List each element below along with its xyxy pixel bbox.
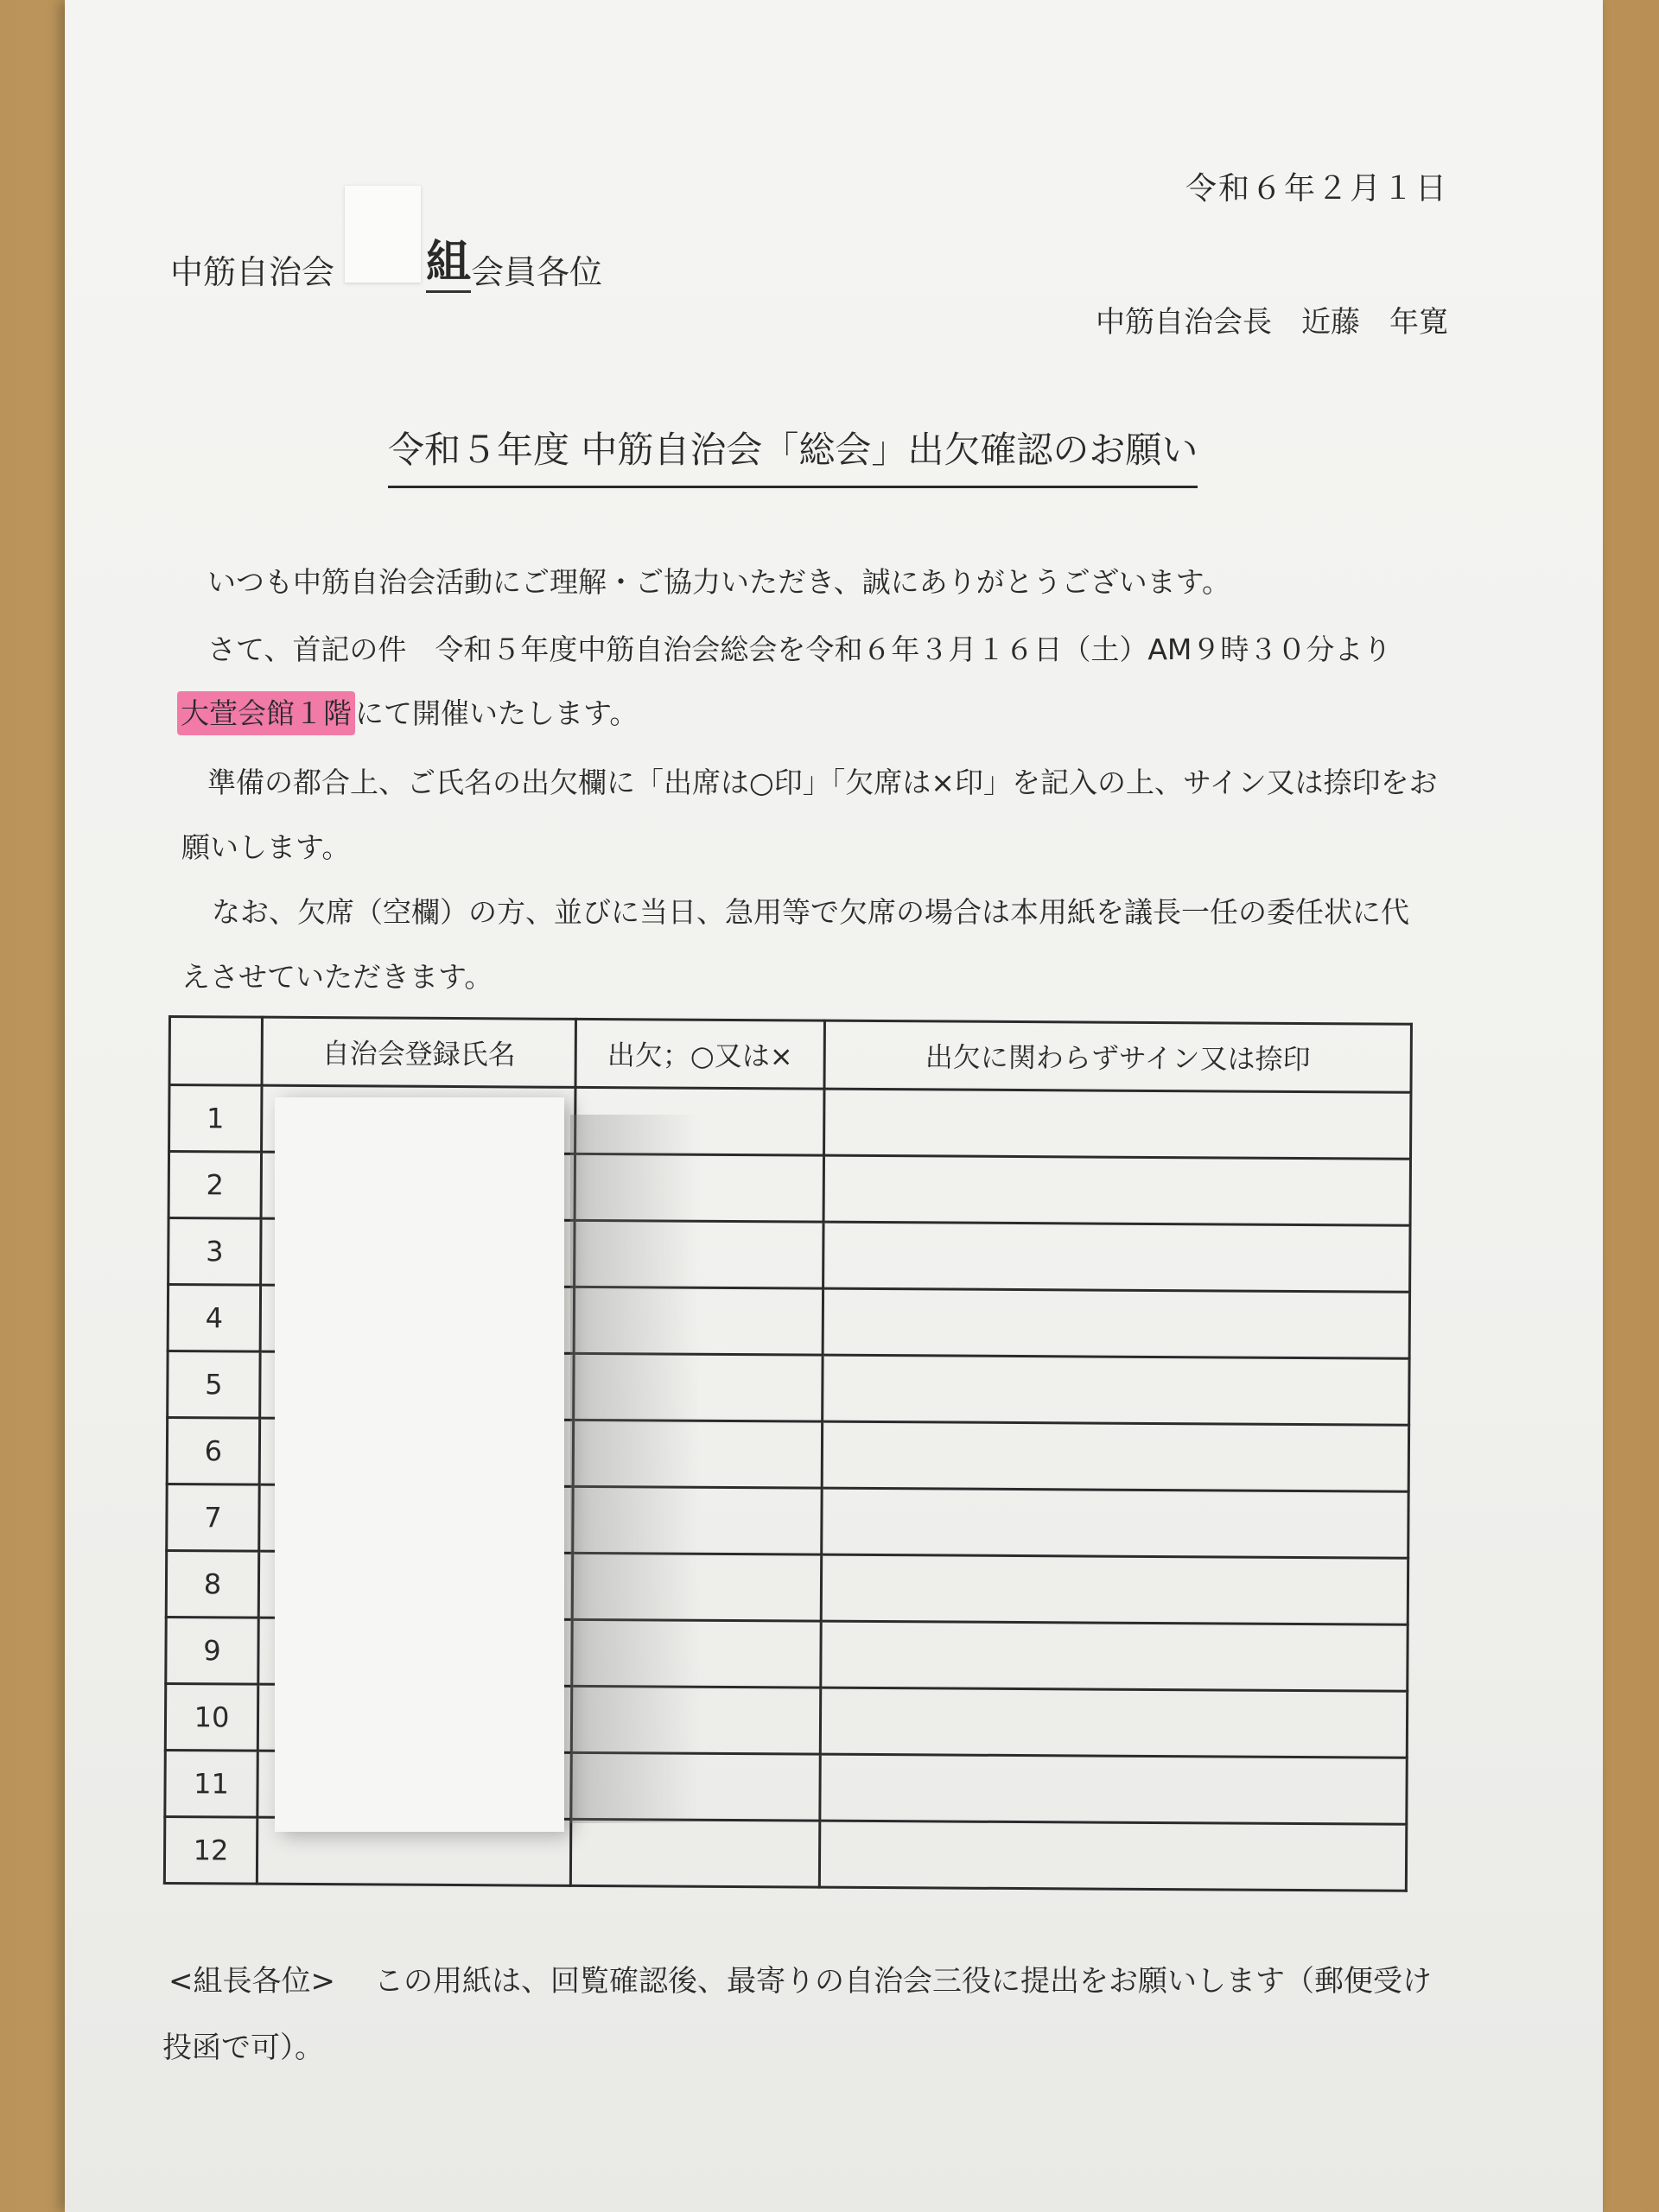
row-number: 4 — [168, 1285, 260, 1352]
addressee-prefix: 中筋自治会 — [170, 253, 335, 291]
attendance-cell — [572, 1553, 821, 1621]
attendance-cell — [571, 1752, 820, 1821]
body-paragraph-4: 準備の都合上、ご氏名の出欠欄に「出席は○印」「欠席は×印」を記入の上、サイン又は捺印をお — [207, 766, 1438, 799]
document-title: 令和５年度 中筋自治会「総会」出欠確認のお願い — [388, 422, 1198, 488]
signature-cell — [820, 1754, 1407, 1824]
row-number: 6 — [167, 1418, 259, 1485]
footer-text: この用紙は、回覧確認後、最寄りの自治会三役に提出をお願いします（郵便受け — [373, 1964, 1432, 1999]
addressee — [170, 212, 602, 293]
attendance-cell — [573, 1486, 822, 1554]
redaction-patch — [345, 186, 421, 283]
signature-cell — [820, 1688, 1407, 1758]
attendance-cell — [575, 1220, 823, 1288]
row-number: 11 — [165, 1750, 257, 1817]
addressee-suffix: 会員各位 — [471, 253, 603, 291]
body-paragraph-5: 願いします。 — [181, 830, 351, 864]
signature-cell — [823, 1222, 1410, 1292]
venue-highlight: 大萱会館１階 — [177, 691, 355, 735]
row-number: 5 — [168, 1351, 260, 1419]
header-number — [169, 1017, 262, 1086]
signature-cell — [821, 1554, 1408, 1624]
body-paragraph-7: えさせていただきます。 — [181, 960, 493, 994]
row-number: 2 — [168, 1152, 261, 1219]
signature-cell — [822, 1488, 1408, 1558]
row-number: 9 — [166, 1617, 258, 1684]
body-paragraph-2: さて、首記の件 令和５年度中筋自治会総会を令和６年３月１６日（土）AM９時３０分より — [207, 632, 1392, 666]
body-paragraph-3 — [177, 691, 638, 732]
row-number: 7 — [167, 1484, 259, 1551]
signature-cell — [819, 1821, 1406, 1891]
footer-line-2: 投函で可）。 — [162, 2031, 324, 2065]
signature-cell — [821, 1621, 1408, 1691]
redaction-paper-strip — [275, 1097, 564, 1832]
row-number: 12 — [164, 1816, 257, 1884]
attendance-cell — [571, 1686, 820, 1754]
row-number: 10 — [165, 1683, 257, 1751]
attendance-cell — [574, 1287, 823, 1355]
header-attendance: 出欠；○又は× — [575, 1019, 824, 1089]
signature-cell — [823, 1155, 1410, 1225]
header-registered-name: 自治会登録氏名 — [262, 1017, 575, 1087]
document-date: 令和６年２月１日 — [1185, 171, 1449, 207]
row-number: 8 — [166, 1550, 258, 1618]
signature-cell — [823, 1355, 1409, 1425]
signature-cell — [824, 1089, 1411, 1159]
table-header-row — [169, 1017, 1411, 1093]
addressee-kumi: 組 — [426, 226, 471, 293]
row-number: 3 — [168, 1218, 261, 1286]
signature-cell — [823, 1288, 1409, 1358]
footer-line-1 — [168, 1957, 1432, 1999]
sender-name: 中筋自治会長 近藤 年寛 — [1096, 305, 1448, 340]
attendance-cell — [572, 1619, 821, 1688]
body-paragraph-1: いつも中筋自治会活動にご理解・ご協力いただき、誠にありがとうございます。 — [207, 565, 1231, 599]
signature-cell — [822, 1421, 1408, 1491]
attendance-cell — [575, 1154, 823, 1222]
attendance-cell — [575, 1087, 824, 1155]
body-paragraph-6: なお、欠席（空欄）の方、並びに当日、急用等で欠席の場合は本用紙を議長一任の委任状に代 — [212, 895, 1409, 929]
attendance-cell — [573, 1420, 822, 1488]
footer-label: <組長各位> — [168, 1964, 335, 1999]
header-signature: 出欠に関わらずサイン又は捺印 — [824, 1020, 1411, 1092]
body-paragraph-3-rest: にて開催いたします。 — [355, 696, 639, 730]
attendance-cell — [574, 1353, 823, 1421]
row-number: 1 — [169, 1085, 262, 1153]
attendance-cell — [570, 1819, 819, 1887]
